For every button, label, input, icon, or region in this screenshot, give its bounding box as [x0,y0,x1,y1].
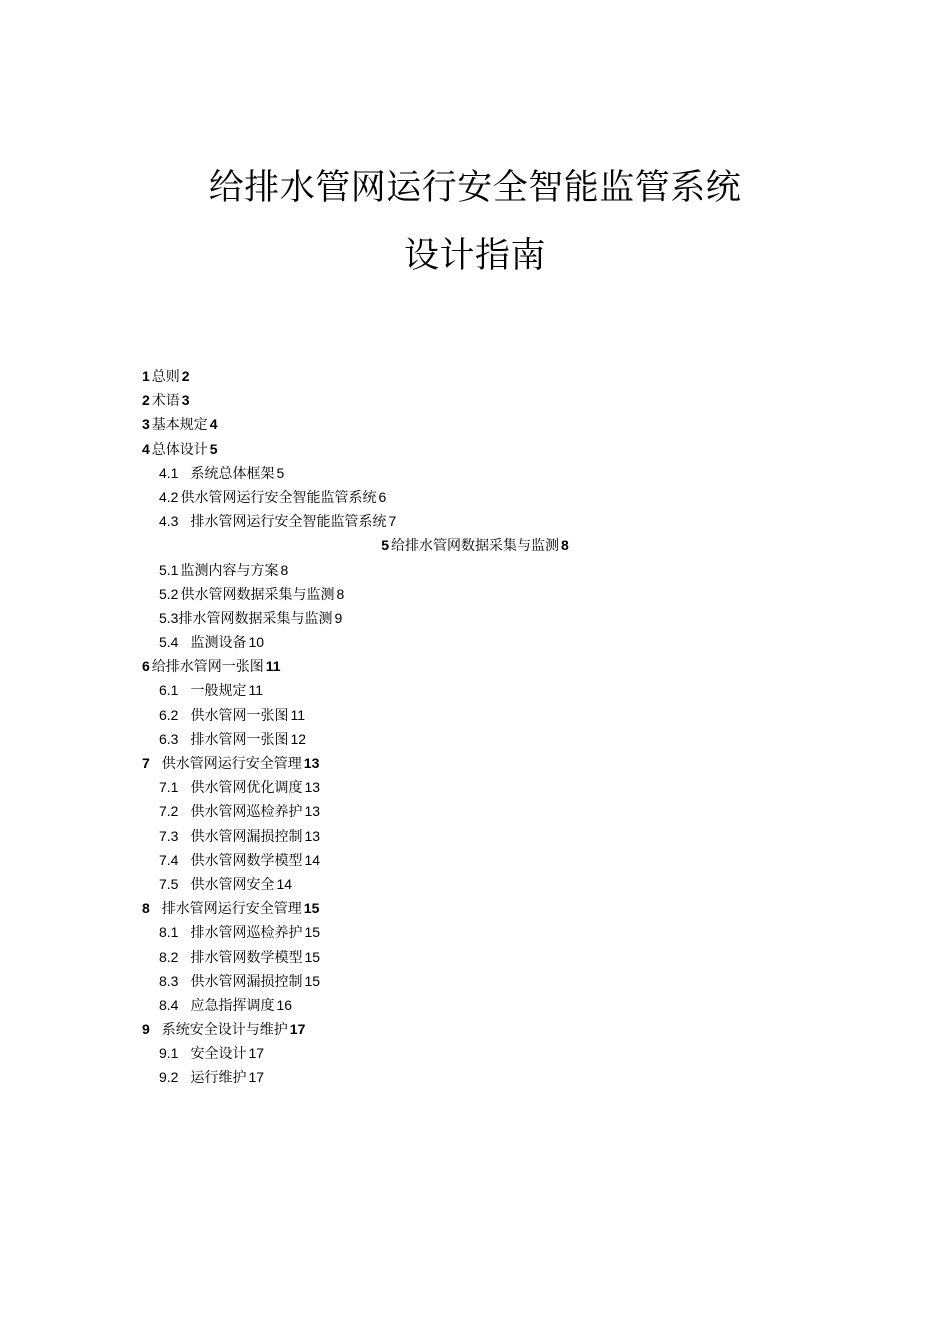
toc-entry[interactable] [142,920,842,944]
toc-entry-page: 15 [304,972,321,989]
toc-entry-number: 6 [142,658,150,675]
toc-entry[interactable] [142,1017,842,1041]
toc-entry-number: 9.1 [159,1045,179,1062]
toc-entry[interactable] [142,775,842,799]
toc-entry[interactable] [0,533,950,557]
toc-entry[interactable] [142,412,842,436]
toc-entry-label: 排水管网数据采集与监测 [178,609,333,626]
toc-entry[interactable] [142,558,842,582]
toc-entry-label: 排水管网运行安全智能监管系统 [190,513,387,530]
toc-entry-page: 2 [181,368,190,384]
toc-entry-page: 13 [303,755,320,771]
toc-entry-page: 17 [248,1069,265,1086]
toc-entry-number: 7.1 [159,779,179,796]
toc-entry-page: 17 [289,1021,306,1038]
toc-entry-label: 安全设计 [190,1045,247,1062]
toc-entry[interactable] [142,364,842,388]
toc-entry-number: 7.5 [159,875,179,892]
toc-entry-number: 1 [142,368,150,384]
toc-entry-page: 11 [265,658,281,675]
toc-entry-page: 8 [280,561,289,578]
toc-entry-label: 一般规定 [190,682,247,699]
toc-entry-number: 2 [142,392,150,409]
toc-entry-page: 11 [248,682,264,699]
toc-entry-page: 4 [209,416,218,433]
toc-entry-page: 15 [303,900,320,917]
toc-entry-page: 15 [304,948,321,965]
toc-entry-number: 4 [142,440,150,457]
toc-entry[interactable] [142,993,842,1017]
toc-entry-number: 7.2 [159,803,179,820]
toc-entry[interactable] [142,1065,842,1089]
toc-entry-page: 14 [276,875,293,892]
toc-entry[interactable] [142,945,842,969]
toc-entry-label: 总则 [151,368,180,384]
toc-entry[interactable] [142,582,842,606]
toc-entry-page: 6 [378,488,387,505]
toc-entry-number: 6.3 [159,730,179,747]
toc-entry[interactable] [142,485,842,509]
toc-entry-page: 11 [290,706,306,723]
toc-entry-label: 供水管网优化调度 [190,779,303,796]
toc-entry-number: 5 [381,537,389,554]
toc-entry-label: 供水管网漏损控制 [190,972,303,989]
toc-entry[interactable] [142,678,842,702]
toc-entry-label: 给排水管网数据采集与监测 [391,537,559,554]
toc-entry-number: 9 [142,1021,150,1038]
toc-entry-number: 9.2 [159,1069,179,1086]
document-subtitle: 设计指南 [403,236,546,276]
toc-entry-label: 监测设备 [190,634,247,651]
toc-entry-label: 供水管网数学模型 [190,851,303,868]
toc-entry-label: 应急指挥调度 [190,996,275,1013]
toc-entry[interactable] [142,461,842,485]
toc-entry-page: 8 [336,585,345,602]
toc-entry-number: 3 [142,416,150,433]
toc-entry-page: 3 [181,392,190,409]
toc-entry-page: 10 [248,634,265,651]
toc-entry-label: 供水管网巡检养护 [190,803,303,820]
toc-entry[interactable] [142,872,842,896]
toc-entry-label: 基本规定 [151,416,208,433]
toc-entry-number: 7 [142,755,150,771]
toc-entry-number: 6.2 [159,706,179,723]
toc-entry[interactable] [142,896,842,920]
toc-entry-label: 供水管网运行安全智能监管系统 [180,488,377,505]
toc-entry-page: 17 [248,1045,265,1062]
toc-entry[interactable] [142,824,842,848]
toc-entry-page: 5 [209,440,218,457]
toc-entry[interactable] [142,727,842,751]
toc-entry[interactable] [142,969,842,993]
toc-entry-page: 14 [304,851,321,868]
document-title: 给排水管网运行安全智能监管系统 [208,168,742,208]
toc-entry-label: 供水管网安全 [190,875,275,892]
toc-entry[interactable] [142,606,842,630]
toc-entry-page: 5 [276,464,285,481]
toc-entry-page: 9 [334,609,343,626]
toc-entry-number: 5.3 [159,609,179,626]
toc-entry[interactable] [142,509,842,533]
toc-entry-label: 供水管网漏损控制 [190,827,303,844]
toc-entry-label: 系统总体框架 [190,464,275,481]
toc-entry-number: 6.1 [159,682,179,699]
toc-entry-label: 排水管网运行安全管理 [161,900,302,917]
toc-entry[interactable] [142,437,842,461]
toc-entry-number: 8.2 [159,948,179,965]
toc-entry-label: 排水管网巡检养护 [190,924,303,941]
toc-entry-number: 7.3 [159,827,179,844]
toc-entry-page: 8 [561,537,569,554]
toc-entry-number: 5.2 [159,585,179,602]
toc-entry-label: 供水管网数据采集与监测 [180,585,335,602]
toc-entry-label: 系统安全设计与维护 [161,1021,288,1038]
table-of-contents [142,364,842,1090]
toc-entry[interactable] [142,848,842,872]
toc-entry-page: 7 [388,513,397,530]
toc-entry-number: 4.3 [159,513,179,530]
toc-entry-number: 4.2 [159,488,179,505]
toc-entry-page: 13 [304,827,321,844]
toc-entry-page: 13 [304,803,321,820]
toc-entry-page: 16 [276,996,293,1013]
toc-entry-label: 供水管网运行安全管理 [161,755,302,771]
toc-entry-label: 运行维护 [190,1069,247,1086]
toc-entry[interactable] [142,703,842,727]
toc-entry-label: 排水管网一张图 [190,730,289,747]
toc-entry-page: 15 [304,924,321,941]
toc-entry-label: 供水管网一张图 [190,706,289,723]
toc-entry[interactable] [142,1041,842,1065]
toc-entry-label: 总体设计 [151,440,208,457]
toc-entry-page: 13 [304,779,321,796]
toc-entry[interactable] [142,654,842,678]
toc-entry-number: 8.4 [159,996,179,1013]
toc-entry-label: 排水管网数学模型 [190,948,303,965]
toc-entry-number: 8 [142,900,150,917]
toc-entry-label: 给排水管网一张图 [151,658,264,675]
toc-entry-number: 8.1 [159,924,179,941]
toc-entry-number: 5.4 [159,634,179,651]
toc-entry-number: 8.3 [159,972,179,989]
toc-entry[interactable] [142,388,842,412]
toc-entry-number: 4.1 [159,464,179,481]
toc-entry-label: 术语 [151,392,180,409]
toc-entry[interactable] [142,799,842,823]
toc-entry-page: 12 [290,730,307,747]
toc-entry-label: 监测内容与方案 [180,561,279,578]
toc-entry-number: 7.4 [159,851,179,868]
toc-entry[interactable] [142,751,842,775]
toc-entry[interactable] [142,630,842,654]
toc-entry-number: 5.1 [159,561,179,578]
